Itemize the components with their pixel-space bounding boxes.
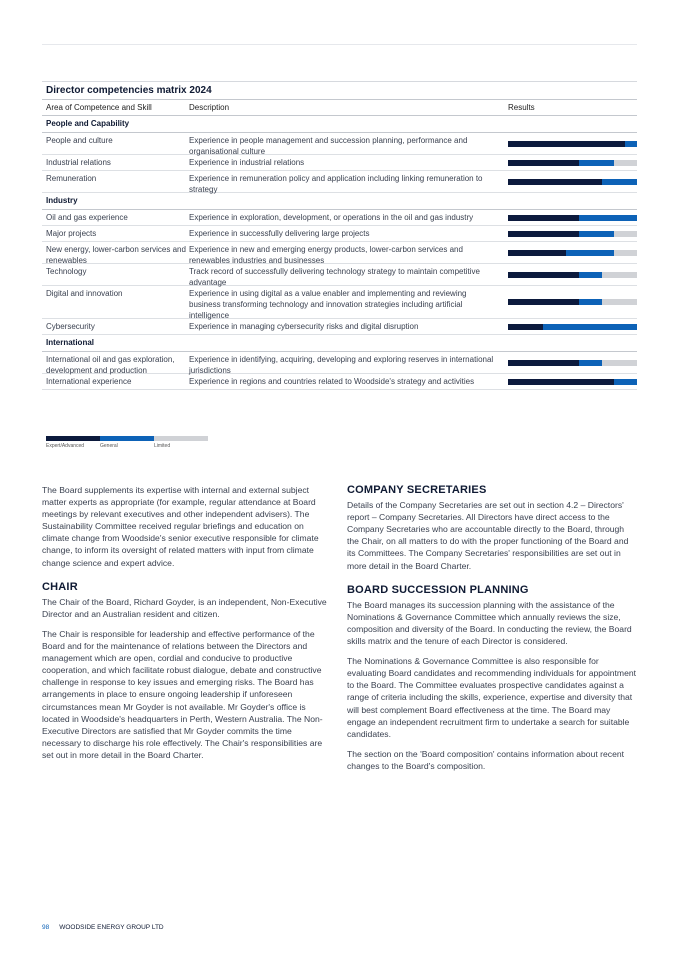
- competence-area: Major projects: [46, 229, 97, 238]
- header-area: Area of Competence and Skill: [46, 103, 152, 112]
- results-bar-expert: [508, 141, 625, 147]
- results-bar-general: [579, 360, 602, 366]
- matrix-header-row: [42, 99, 637, 116]
- competence-description: Experience in managing cybersecurity risks and digital disruption: [189, 322, 419, 331]
- results-bar: [508, 272, 637, 278]
- results-bar-general: [625, 141, 637, 147]
- footer-company-name: WOODSIDE ENERGY GROUP LTD: [59, 924, 164, 931]
- results-cell: [504, 319, 637, 334]
- left-column: [42, 484, 332, 769]
- board-expertise-paragraph: The Board supplements its expertise with internal and external subject matter experts as appropriate (for example, regular attendance at Board meetings by relevant executives and other independent advisers). The Sustainability Committee received regular briefings and education on climate change from Woodside's senior executive responsible for climate change, to inform its oversight of related matters with input from climate change science and expert advice.: [42, 485, 319, 568]
- company-secretaries-heading: COMPANY SECRETARIES: [347, 484, 487, 496]
- legend-label-general: General: [100, 443, 118, 449]
- results-bar-general: [579, 231, 614, 237]
- matrix-row: [42, 133, 637, 155]
- results-bar-expert: [508, 250, 566, 256]
- results-bar: [508, 160, 637, 166]
- section-heading: Industry: [42, 193, 637, 210]
- competence-description: Track record of successfully delivering technology strategy to maintain competitive advantage: [189, 267, 480, 287]
- matrix-row: [42, 352, 637, 374]
- page-number: 98: [42, 924, 50, 931]
- legend-swatch-general: [100, 436, 154, 441]
- competence-area: Oil and gas experience: [46, 213, 128, 222]
- chair-paragraph-1: The Chair of the Board, Richard Goyder, is an independent, Non-Executive Director and an Australian resident and citizen.: [42, 596, 327, 619]
- succession-paragraph-2: The Nominations & Governance Committee is also responsible for evaluating Board candidates and recommending individuals for appointment to the Board. The Committee evaluates prospective candidates against a range of criteria including the skills, experience, expertise and diversity that will best complement Board effectiveness at the time. The Board may engage an independent recruitment firm to undertake a search for suitable candidates.: [347, 656, 637, 739]
- competence-area: Remuneration: [46, 174, 97, 183]
- competence-description: Experience in remuneration policy and application including linking remuneration to strategy: [189, 174, 483, 194]
- matrix-body: [42, 116, 637, 390]
- competence-description: Experience in new and emerging energy products, lower-carbon services and renewables industries and businesses: [189, 245, 463, 265]
- competence-description: Experience in regions and countries related to Woodside's strategy and activities: [189, 377, 475, 386]
- page-footer: [42, 924, 164, 931]
- results-bar-expert: [508, 299, 579, 305]
- competence-description: Experience in industrial relations: [189, 158, 305, 167]
- competence-description: Experience in identifying, acquiring, developing and exploring reserves in international jurisdictions: [189, 355, 494, 375]
- results-cell: [504, 226, 637, 241]
- results-cell: [504, 133, 637, 154]
- right-column: [347, 484, 637, 780]
- matrix-row: [42, 264, 637, 286]
- legend-bars: [46, 436, 208, 441]
- results-bar-expert: [508, 160, 579, 166]
- competence-area: International experience: [46, 377, 132, 386]
- results-bar-general: [579, 160, 614, 166]
- matrix-row: [42, 155, 637, 171]
- results-bar-general: [579, 272, 602, 278]
- results-bar-limited: [614, 160, 637, 166]
- competence-area: New energy, lower-carbon services and renewables: [46, 245, 186, 265]
- results-cell: [504, 210, 637, 225]
- legend-labels: [46, 443, 208, 453]
- results-bar: [508, 179, 637, 185]
- results-bar: [508, 360, 637, 366]
- matrix-legend: [46, 436, 208, 453]
- matrix-row: [42, 210, 637, 226]
- matrix-row: [42, 171, 637, 193]
- matrix-row: [42, 374, 637, 390]
- results-bar: [508, 141, 637, 147]
- competence-area: Industrial relations: [46, 158, 111, 167]
- results-bar-expert: [508, 379, 614, 385]
- results-bar-expert: [508, 324, 543, 330]
- matrix-row: [42, 286, 637, 319]
- results-bar-limited: [602, 272, 637, 278]
- legend-label-limited: Limited: [154, 443, 171, 449]
- section-heading: People and Capability: [42, 116, 637, 133]
- legend-swatch-limited: [154, 436, 208, 441]
- results-bar-expert: [508, 231, 579, 237]
- results-bar-general: [579, 299, 602, 305]
- matrix-row: [42, 226, 637, 242]
- results-cell: [504, 171, 637, 192]
- results-cell: [504, 374, 637, 389]
- succession-paragraph-3: The section on the 'Board composition' contains information about recent changes to the Board's composition.: [347, 748, 625, 771]
- header-results: Results: [508, 103, 535, 112]
- results-bar-general: [566, 250, 614, 256]
- chair-paragraph-2: The Chair is responsible for leadership and effective performance of the Board and for the maintenance of relations between the Directors and management which are open, cordial and conducive to productive cooperation, and which facilitate robust dialogue, debate and constructive challenge in response to key issues and emerging risks. The Board has arrangements in place to ensure ongoing leadership if unforeseen circumstances mean Mr Goyder is not available. Mr Goyder's office is located in Woodside's headquarters in Perth, Western Australia. The Non-Executive Directors are satisfied that Mr Goyder commits the time necessary to discharge his role effectively. The Chair's responsibilities are set out in more detail in the Board Charter.: [42, 628, 323, 760]
- results-bar: [508, 299, 637, 305]
- succession-paragraph-1: The Board manages its succession planning with the assistance of the Nominations & Governance Committee which annually reviews the size, composition and diversity of the Board. In conducting the review, the Board skills matrix and the tenure of each Director is considered.: [347, 599, 632, 647]
- competence-description: Experience in successfully delivering large projects: [189, 229, 370, 238]
- results-bar: [508, 215, 637, 221]
- competence-area: International oil and gas exploration, development and production: [46, 355, 175, 375]
- legend-swatch-expert: [46, 436, 100, 441]
- results-bar-limited: [602, 299, 637, 305]
- competence-description: Experience in exploration, development, or operations in the oil and gas industry: [189, 213, 474, 222]
- results-bar-limited: [614, 250, 637, 256]
- results-cell: [504, 242, 637, 263]
- competence-area: Digital and innovation: [46, 289, 123, 298]
- matrix-row: [42, 242, 637, 264]
- results-bar-limited: [614, 231, 637, 237]
- competence-description: Experience in using digital as a value enabler and implementing and reviewing business transforming technology and innovation strategies including artificial intelligence: [189, 289, 467, 320]
- competencies-matrix: [42, 81, 637, 390]
- results-bar-expert: [508, 360, 579, 366]
- results-bar-general: [614, 379, 637, 385]
- competence-area: Cybersecurity: [46, 322, 95, 331]
- results-bar-expert: [508, 179, 602, 185]
- section-heading: International: [42, 335, 637, 352]
- results-bar-limited: [602, 360, 637, 366]
- results-bar-general: [602, 179, 637, 185]
- legend-label-expert: Expert/Advanced: [46, 443, 85, 449]
- results-cell: [504, 352, 637, 373]
- results-bar: [508, 250, 637, 256]
- results-bar-expert: [508, 272, 579, 278]
- results-cell: [504, 155, 637, 170]
- top-rule: [42, 44, 637, 45]
- results-bar-expert: [508, 215, 579, 221]
- matrix-title: Director competencies matrix 2024: [42, 81, 637, 99]
- results-bar: [508, 379, 637, 385]
- results-cell: [504, 286, 637, 318]
- competence-area: Technology: [46, 267, 87, 276]
- matrix-row: [42, 319, 637, 335]
- competence-area: People and culture: [46, 136, 113, 145]
- succession-heading: BOARD SUCCESSION PLANNING: [347, 583, 529, 596]
- results-bar-general: [543, 324, 637, 330]
- results-bar-general: [579, 215, 637, 221]
- results-bar: [508, 324, 637, 330]
- competence-description: Experience in people management and succession planning, performance and organisational culture: [189, 136, 468, 156]
- chair-heading: CHAIR: [42, 580, 78, 593]
- results-bar: [508, 231, 637, 237]
- results-cell: [504, 264, 637, 285]
- company-secretaries-paragraph: Details of the Company Secretaries are set out in section 4.2 – Directors' report – Company Secretaries. All Directors have direct access to the Company Secretaries who are accountable directly to the Board, through the Chair, on all matters to do with the proper functioning of the Board and its Committees. The Company Secretaries' responsibilities are set out in more detail in the Board Charter.: [347, 500, 629, 571]
- header-description: Description: [189, 103, 230, 112]
